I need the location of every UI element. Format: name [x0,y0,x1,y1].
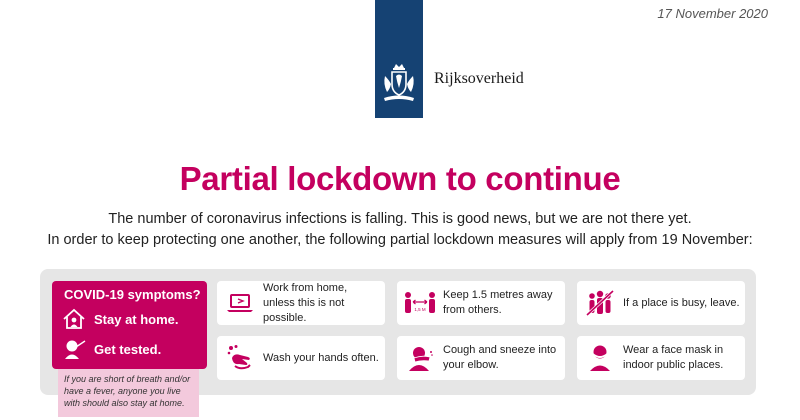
facemask-icon [586,344,614,372]
measure-card-sneeze [397,336,565,380]
crowd-icon [585,289,615,317]
get-tested-label: Get tested. [94,341,162,357]
logo-bar [375,0,423,118]
measure-text: Wear a face mask in indoor public places. [623,344,724,371]
distance-label: 1,5 M [414,307,426,312]
measure-text: Cough and sneeze into your elbow. [443,344,557,371]
measure-card-face-mask [577,336,745,380]
intro-line-1: The number of coronavirus infections is falling. This is good news, but we are not there yet. [108,211,692,227]
intro-line-2: In order to keep protecting one another, the following partial lockdown measures will apply from 19 November: [47,232,753,248]
stay-home-row [62,308,179,330]
house-icon [62,308,86,330]
brand-name: Rijksoverheid [434,70,524,87]
date-label: 17 November 2020 [657,6,768,21]
laptop-icon [226,292,254,314]
symptoms-note: If you are short of breath and/or have a fever, anyone you live with should also stay at home. [58,369,199,417]
page-title: Partial lockdown to continue [179,160,621,197]
measure-text: Keep 1.5 metres away from others. [443,289,553,316]
distance-icon [402,291,438,315]
test-swab-icon [62,337,86,361]
measure-text: Work from home, unless this is not possible. [263,281,348,324]
intro-text [0,209,800,251]
measure-text: Wash your hands often. [263,351,379,364]
get-tested-row [62,337,161,361]
symptoms-box [52,281,207,369]
measure-text: If a place is busy, leave. [623,296,740,309]
stay-home-label: Stay at home. [94,311,179,327]
measure-card-wash-hands [217,336,385,380]
measure-card-work-from-home [217,281,385,325]
sneeze-icon [406,344,434,372]
handwash-icon [226,344,254,372]
coat-of-arms-icon [381,62,417,104]
symptoms-title: COVID-19 symptoms? [64,287,201,302]
measure-card-busy-place [577,281,745,325]
measure-card-distance [397,281,565,325]
